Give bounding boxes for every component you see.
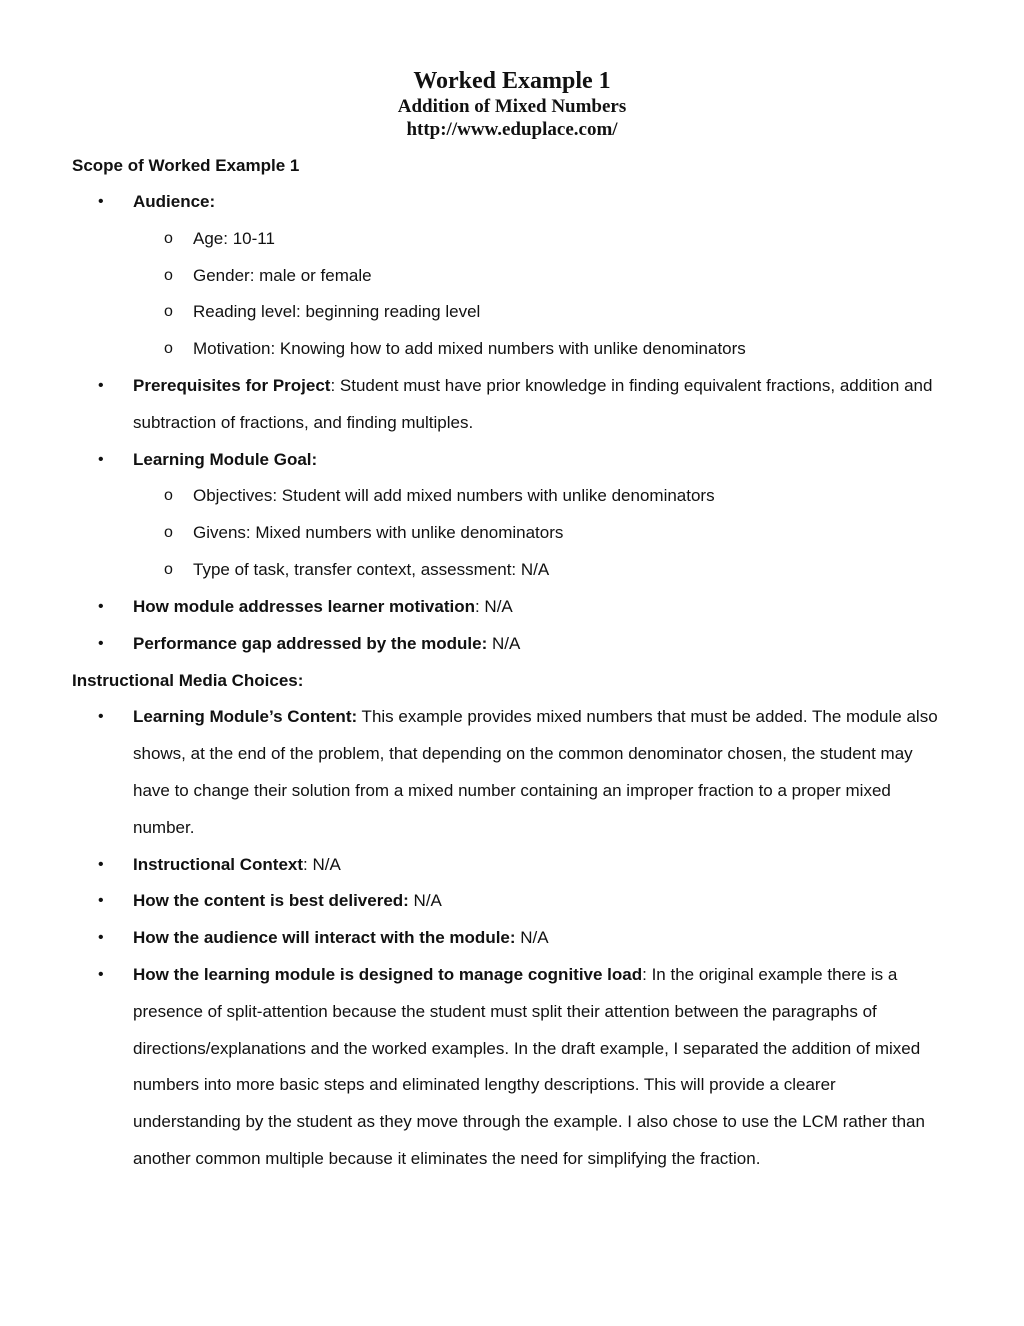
media-list: [72, 699, 944, 1177]
list-item-cognitive-load: [72, 957, 944, 1178]
bullet-icon: •: [98, 929, 104, 947]
performance-gap-text: N/A: [487, 633, 521, 653]
sub-item-text: Givens: Mixed numbers with unlike denominators: [193, 523, 564, 543]
bullet-icon: •: [98, 708, 104, 726]
list-item-audience: [72, 184, 944, 368]
sub-item-text: Reading level: beginning reading level: [193, 302, 481, 322]
interaction-label: How the audience will interact with the module:: [133, 928, 516, 948]
sub-item-text: Objectives: Student will add mixed numbers with unlike denominators: [193, 486, 715, 506]
audience-sublist: [133, 221, 944, 368]
prerequisites-label: Prerequisites for Project: [133, 375, 331, 395]
document-header: [72, 66, 952, 142]
bullet-icon: •: [98, 376, 104, 394]
audience-label: Audience:: [133, 192, 216, 211]
bullet-icon: •: [98, 855, 104, 873]
list-item-context: [72, 847, 944, 884]
circle-bullet-icon: o: [164, 229, 173, 247]
document-subtitle: Addition of Mixed Numbers: [397, 96, 627, 117]
sub-list-item: [133, 478, 944, 515]
interaction-text: N/A: [515, 928, 549, 948]
circle-bullet-icon: o: [164, 266, 173, 284]
sub-list-item: [133, 331, 944, 368]
circle-bullet-icon: o: [164, 487, 173, 505]
sub-item-text: Type of task, transfer context, assessment: N/A: [193, 559, 550, 579]
bullet-icon: •: [98, 450, 104, 468]
list-item-interaction: [72, 920, 944, 957]
goal-label: Learning Module Goal:: [133, 449, 318, 469]
document-title: Worked Example 1: [413, 68, 611, 94]
bullet-icon: •: [98, 597, 104, 615]
sub-list-item: [133, 221, 944, 258]
bullet-icon: •: [98, 193, 104, 210]
source-url: http://www.eduplace.com/: [406, 119, 618, 140]
content-text: This example provides mixed numbers that must be added. The module also shows, at the end of the problem, that depending on the common denominator chosen, the student may have to change their solution from a mixed number containing an improper fraction to a proper mixed number.: [133, 707, 938, 837]
circle-bullet-icon: o: [164, 524, 173, 542]
sub-list-item: [133, 552, 944, 589]
motivation-label: How module addresses learner motivation: [133, 596, 475, 616]
performance-gap-label: Performance gap addressed by the module:: [133, 633, 488, 653]
list-item-prerequisites: [72, 368, 944, 442]
bullet-icon: •: [98, 634, 104, 652]
sub-list-item: [133, 258, 944, 295]
context-text: : N/A: [303, 854, 341, 874]
sub-item-text: Motivation: Knowing how to add mixed numbers with unlike denominators: [193, 339, 746, 359]
circle-bullet-icon: o: [164, 560, 173, 578]
context-label: Instructional Context: [133, 854, 304, 874]
sub-item-text: Age: 10-11: [193, 228, 275, 248]
list-item-performance-gap: [72, 626, 944, 663]
bullet-icon: •: [98, 892, 104, 910]
list-item-content: [72, 699, 944, 846]
goal-sublist: [133, 478, 944, 588]
list-item-motivation: [72, 589, 944, 626]
sub-item-text: Gender: male or female: [193, 265, 372, 285]
prerequisites-text: : Student must have prior knowledge in finding equivalent fractions, addition and subtraction of fractions, and finding multiples.: [133, 375, 933, 432]
cognitive-load-label: How the learning module is designed to manage cognitive load: [133, 964, 643, 984]
list-item-goal: [72, 442, 944, 589]
scope-list: [72, 184, 944, 662]
circle-bullet-icon: o: [164, 303, 173, 321]
sub-list-item: [133, 294, 944, 331]
bullet-icon: •: [98, 965, 104, 983]
sub-list-item: [133, 515, 944, 552]
delivery-text: N/A: [408, 891, 442, 911]
delivery-label: How the content is best delivered:: [133, 891, 409, 911]
media-heading: Instructional Media Choices:: [72, 671, 304, 691]
content-label: Learning Module’s Content:: [133, 707, 358, 727]
cognitive-load-text: : In the original example there is a presence of split-attention because the student must split their attention between the paragraphs of directions/explanations and the worked examples. In the draft example, I separated the addition of mixed numbers into more basic steps and eliminated lengthy descriptions. This will provide a clearer understanding by the student as they move through the example. I also chose to use the LCM rather than another common multiple because it eliminates the need for simplifying the fraction.: [133, 964, 925, 1168]
list-item-delivery: [72, 883, 944, 920]
motivation-text: : N/A: [474, 596, 513, 616]
scope-heading: Scope of Worked Example 1: [72, 156, 300, 175]
circle-bullet-icon: o: [164, 340, 173, 358]
